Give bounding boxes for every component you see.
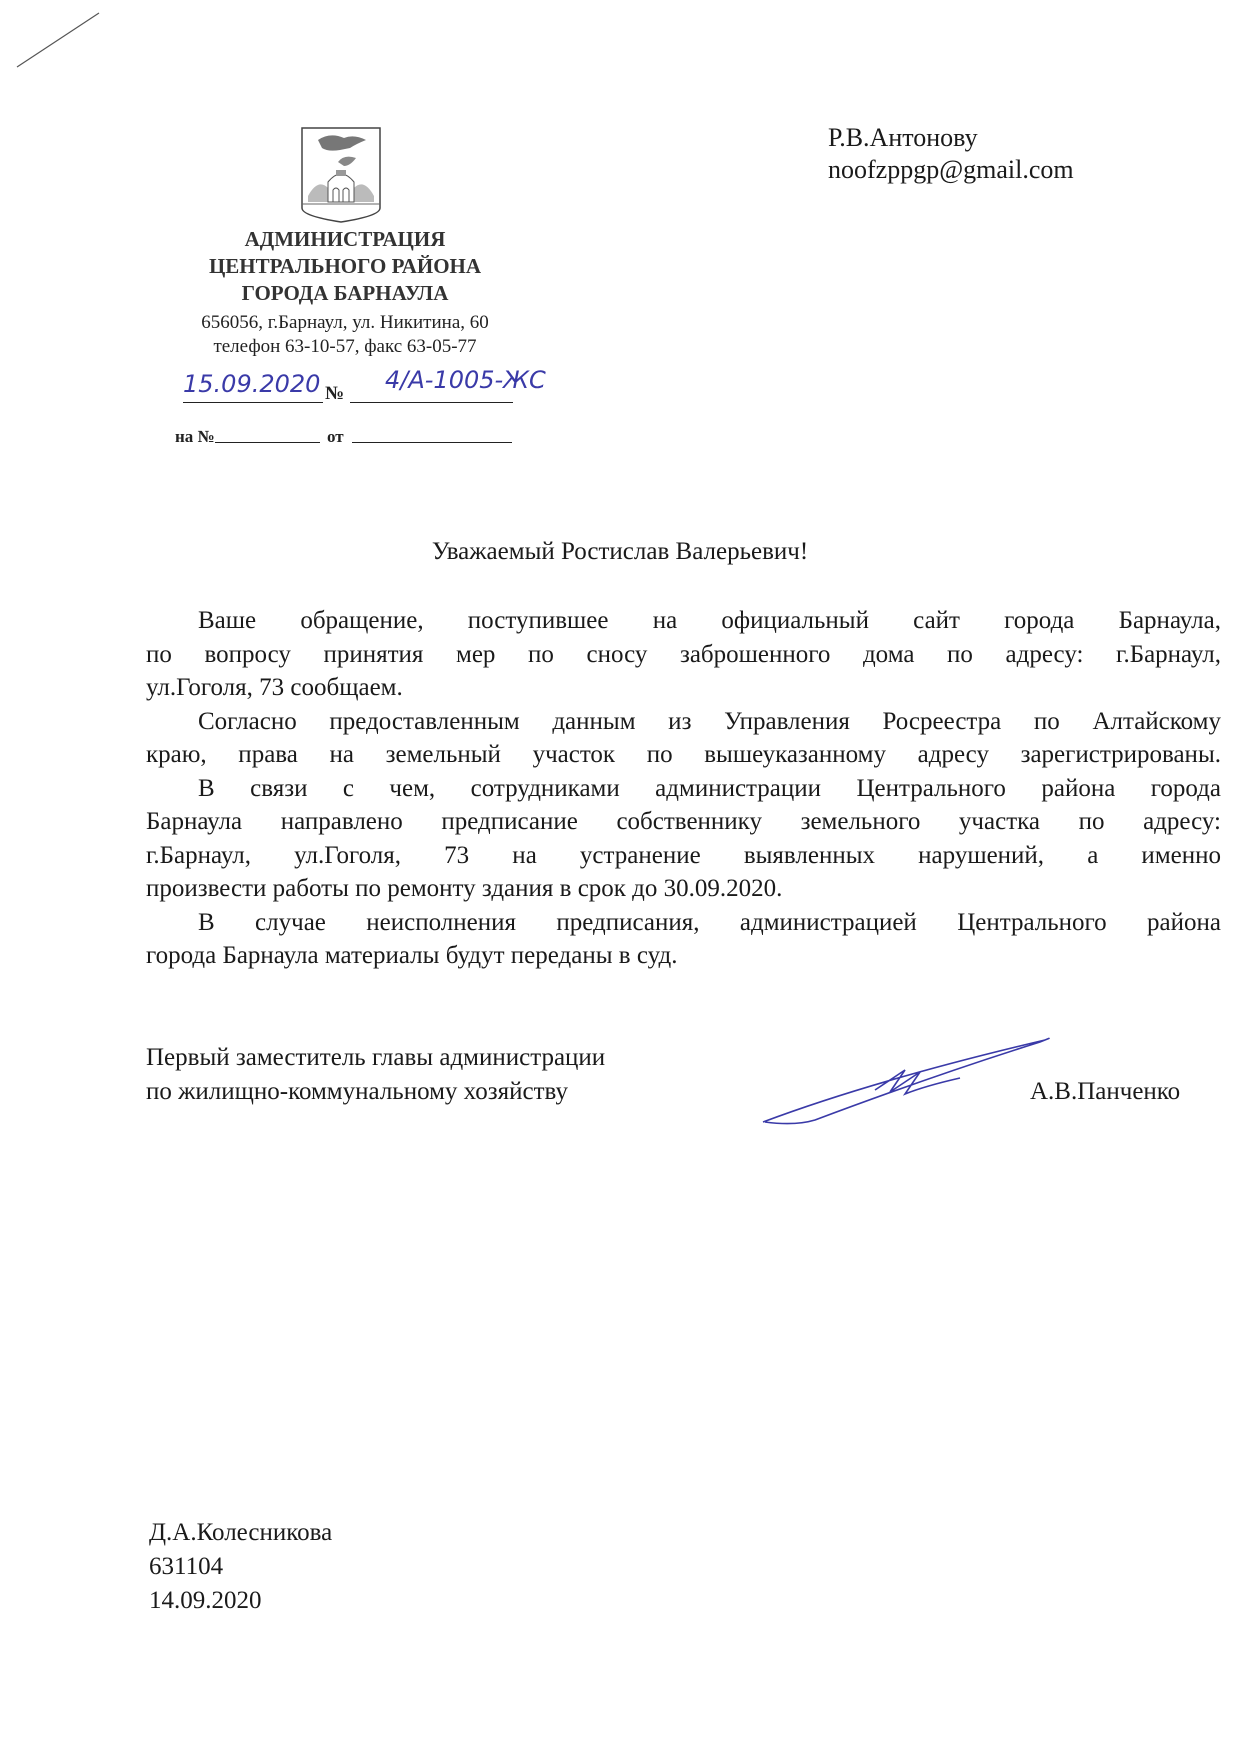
executor-block	[149, 1516, 332, 1618]
paragraph-line: В случае неисполнения предписания, администрацией Центрального района	[198, 908, 1221, 936]
signatory-name: А.В.Панченко	[1030, 1078, 1181, 1105]
corner-pen-mark	[0, 0, 120, 80]
recipient-name: Р.В.Антонову	[828, 123, 978, 152]
outgoing-date: 15.09.2020	[183, 370, 321, 398]
paragraph-line: Барнаула направлено предписание собственнику земельного участка по адресу:	[146, 808, 1221, 835]
number-sign: №	[325, 383, 345, 404]
handwritten-signature	[755, 1030, 1065, 1130]
recipient-block	[828, 122, 1074, 186]
letterhead	[170, 226, 520, 359]
executor-phone: 631104	[149, 1553, 224, 1580]
org-phone: телефон 63-10-57, факс 63-05-77	[213, 336, 477, 357]
position-line-2: по жилищно-коммунальному хозяйству	[146, 1078, 568, 1105]
recipient-email: noofzppgp@gmail.com	[828, 155, 1074, 184]
paragraph-line: Ваше обращение, поступившее на официальный сайт города Барнаула,	[198, 607, 1221, 634]
signatory-position	[146, 1041, 605, 1109]
coat-of-arms-emblem	[300, 126, 382, 224]
org-title-line-2: ЦЕНТРАЛЬНОГО РАЙОНА	[208, 254, 482, 278]
reply-to-date-line	[352, 418, 512, 443]
paragraph-line: Согласно предоставленным данным из Управления Росреестра по Алтайскому	[198, 707, 1221, 735]
reply-to-label: на №	[175, 427, 215, 446]
paragraph-line: города Барнаула материалы будут переданы в суд.	[146, 942, 678, 969]
paragraph-line: краю, права на земельный участок по вышеуказанному адресу зарегистрированы.	[146, 741, 1221, 768]
executor-date: 14.09.2020	[149, 1587, 262, 1614]
position-line-1: Первый заместитель главы администрации	[146, 1044, 606, 1071]
paragraph-line: В связи с чем, сотрудниками администрации Центрального района города	[198, 774, 1221, 802]
executor-name: Д.А.Колесникова	[149, 1519, 333, 1546]
letter-body	[146, 604, 1221, 973]
org-title-line-1: АДМИНИСТРАЦИЯ	[244, 227, 446, 251]
paragraph-line: по вопросу принятия мер по сносу заброшенного дома по адресу: г.Барнаул,	[146, 640, 1221, 668]
outgoing-number: 4/А-1005-ЖС	[385, 366, 546, 394]
paragraph-line: г.Барнаул, ул.Гоголя, 73 на устранение выявленных нарушений, а именно	[146, 841, 1221, 869]
org-title-line-3: ГОРОДА БАРНАУЛА	[241, 281, 449, 305]
org-address: 656056, г.Барнаул, ул. Никитина, 60	[201, 312, 489, 333]
paragraph-line: ул.Гоголя, 73 сообщаем.	[146, 674, 403, 701]
paragraph-line: произвести работы по ремонту здания в срок до 30.09.2020.	[146, 875, 783, 902]
from-label: от	[327, 427, 344, 446]
greeting: Уважаемый Ростислав Валерьевич!	[431, 538, 809, 565]
reply-to-number-line	[215, 418, 320, 443]
